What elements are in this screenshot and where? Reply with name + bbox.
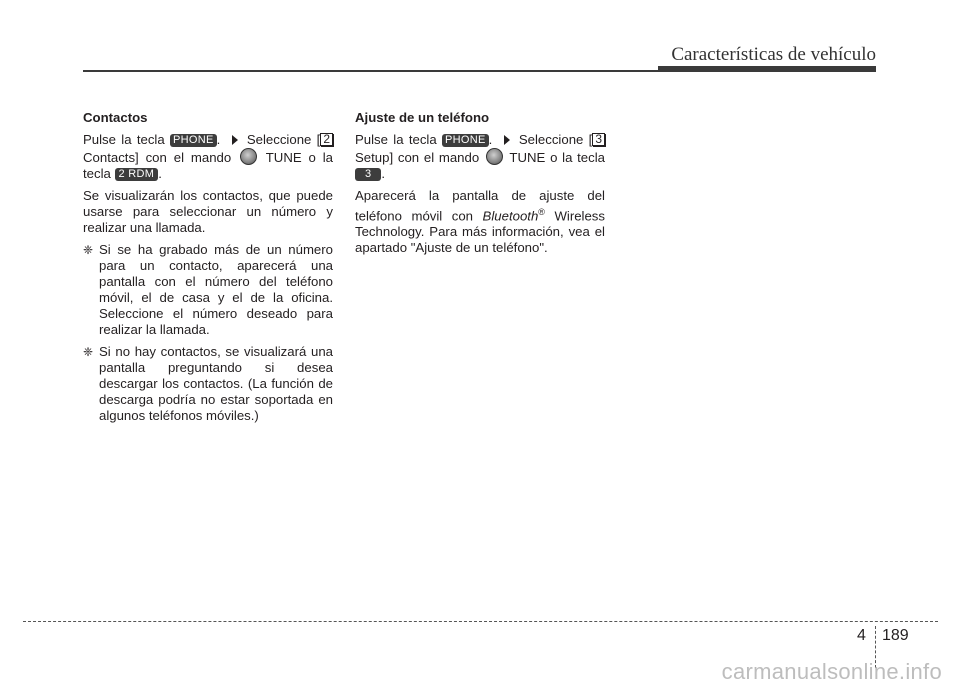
phone-key-badge: PHONE xyxy=(170,134,217,147)
left-column xyxy=(83,110,333,430)
contactos-instructions: Pulse la tecla PHONE . Seleccione [ 2 Contacts] con el mando TUNE o la tecla 2 RDM . xyxy=(83,132,333,181)
note-text: Si se ha grabado más de un número para un contacto, aparecerá una pantalla con el número del teléfono móvil, el de casa y el de la oficina. Seleccione el número deseado para realizar la llamada. xyxy=(99,242,333,337)
header-rule-thick xyxy=(658,66,876,71)
note-text: Si no hay contactos, se visualizará una pantalla preguntando si desea descargar los contactos. (La función de descarga podría no estar soportada en algunos teléfonos móviles.) xyxy=(99,344,333,423)
footer-rule xyxy=(23,621,938,622)
note-mark-icon: ❈ xyxy=(83,243,94,257)
ajuste-description: Aparecerá la pantalla de ajuste del teléfono móvil con Bluetooth® Wireless Technology. Para más información, vea el apartado "Ajuste de un teléfono". xyxy=(355,188,605,256)
chapter-number: 4 xyxy=(857,627,866,644)
tune-knob-icon xyxy=(486,148,503,165)
ajuste-instructions: Pulse la tecla PHONE . Seleccione [ 3 Setup] con el mando TUNE o la tecla 3 . xyxy=(355,132,605,181)
section-heading-contactos: Contactos xyxy=(83,110,148,125)
page-header-title: Características de vehículo xyxy=(671,44,876,65)
rdm-key-badge: 2 RDM xyxy=(115,168,159,181)
page-number: 189 xyxy=(882,627,909,644)
note-item xyxy=(83,344,333,424)
number-3-box: 3 xyxy=(592,133,605,146)
tune-knob-icon xyxy=(240,148,257,165)
note-item xyxy=(83,242,333,338)
watermark: carmanualsonline.info xyxy=(721,659,942,684)
arrow-right-icon xyxy=(232,135,238,145)
registered-mark: ® xyxy=(538,207,545,217)
number-2-box: 2 xyxy=(320,133,333,146)
note-mark-icon: ❈ xyxy=(83,345,94,359)
phone-key-badge: PHONE xyxy=(442,134,489,147)
arrow-right-icon xyxy=(504,135,510,145)
bluetooth-brand: Bluetooth xyxy=(482,208,539,224)
contactos-description: Se visualizarán los contactos, que puede usarse para seleccionar un número y realizar una llamada. xyxy=(83,188,333,235)
section-heading-ajuste: Ajuste de un teléfono xyxy=(355,110,490,125)
right-column xyxy=(355,110,605,262)
key-3-badge: 3 xyxy=(355,168,381,181)
